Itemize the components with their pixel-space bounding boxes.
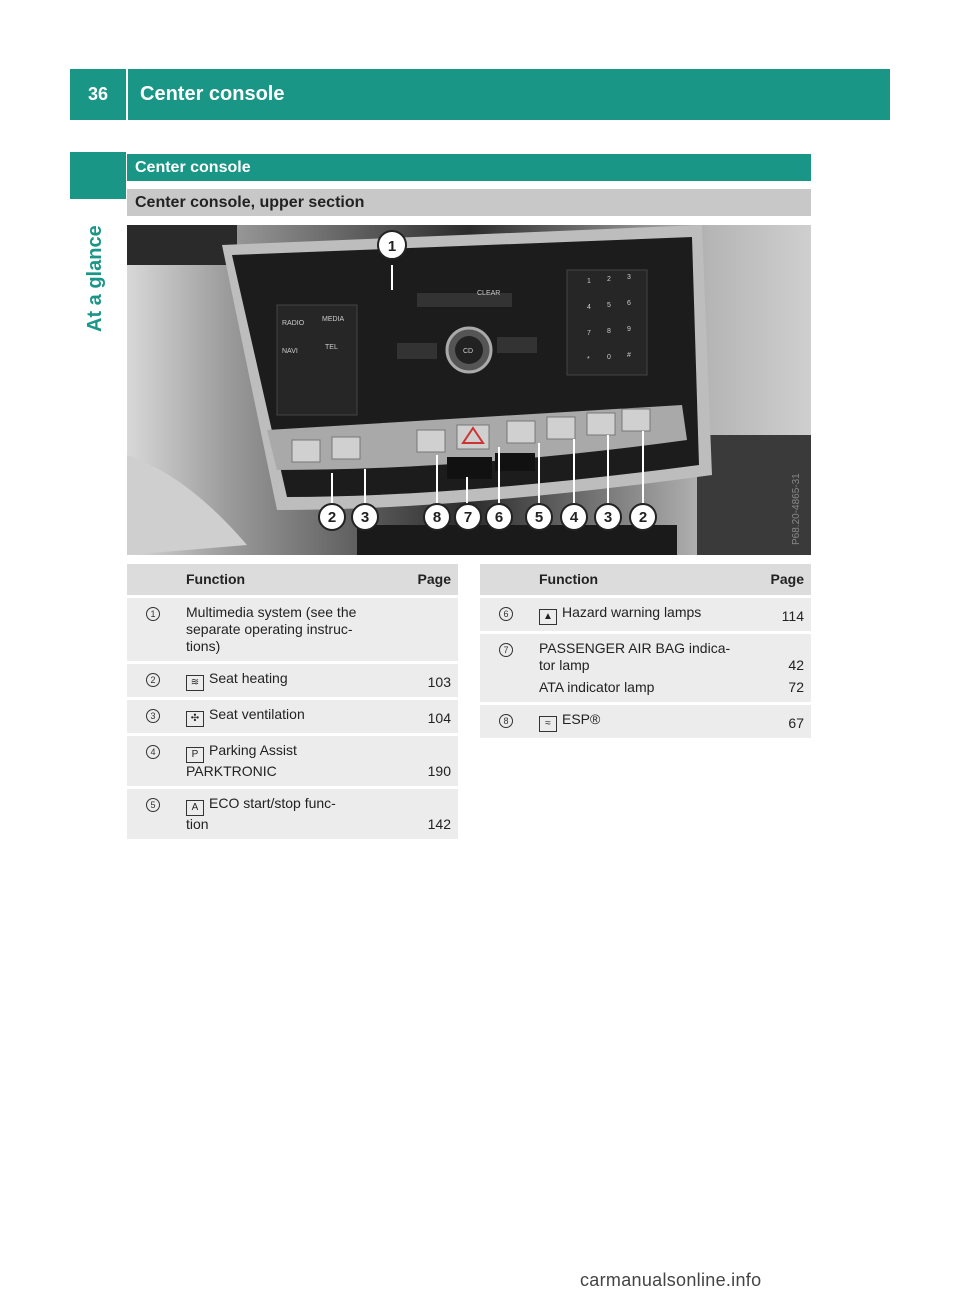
page-ref [396, 597, 458, 663]
callout-1: 1 [387, 238, 397, 255]
item-number: 5 [146, 798, 160, 812]
table-row [127, 663, 458, 699]
key-0: 0 [607, 354, 611, 361]
section-subtitle: Center console, upper section [127, 189, 811, 216]
table-header-page: Page [396, 564, 458, 597]
item-number: 6 [499, 607, 513, 621]
key-8: 8 [607, 328, 611, 335]
key-hash: # [627, 352, 631, 359]
key-6: 6 [627, 300, 631, 307]
seat-ventilation-icon: ✣ [186, 711, 204, 727]
key-9: 9 [627, 326, 631, 333]
item-number: 8 [499, 714, 513, 728]
function-text: tor lamp [539, 657, 590, 673]
callout-2a: 2 [327, 509, 337, 526]
seat-heating-icon: ≋ [186, 675, 204, 691]
table-row [127, 699, 458, 735]
function-text: PASSENGER AIR BAG indica- [539, 640, 731, 656]
callout-2b: 2 [638, 509, 648, 526]
esp-off-icon: ≈ [539, 716, 557, 732]
btn-navi: NAVI [282, 348, 298, 355]
function-text: tion [186, 816, 209, 832]
item-number: 7 [499, 643, 513, 657]
function-text: Multimedia system (see the [186, 604, 357, 620]
callout-3b: 3 [603, 509, 613, 526]
callout-3a: 3 [360, 509, 370, 526]
table-row [480, 597, 811, 633]
function-table-right [480, 564, 811, 738]
key-3: 3 [627, 274, 631, 281]
callout-7: 7 [463, 509, 473, 526]
item-number: 4 [146, 745, 160, 759]
function-text: PARKTRONIC [186, 763, 277, 779]
btn-tel: TEL [325, 344, 338, 351]
btn-cd: CD [463, 348, 474, 355]
page-ref: 42 [788, 657, 804, 673]
page-header [70, 69, 890, 120]
btn-media: MEDIA [322, 316, 345, 323]
item-number: 2 [146, 673, 160, 687]
key-2: 2 [607, 276, 611, 283]
photo-code: P68.20-4865-31 [791, 473, 802, 545]
key-star: * [587, 356, 590, 363]
side-tab-marker [70, 152, 126, 199]
watermark: carmanualsonline.info [580, 1270, 762, 1290]
page-number: 36 [70, 69, 128, 120]
item-number: 3 [146, 709, 160, 723]
side-label: At a glance [84, 225, 106, 332]
function-text: Parking Assist [209, 742, 297, 758]
page-ref: 114 [749, 597, 811, 633]
page-ref: 142 [396, 788, 458, 840]
center-console-photo [127, 225, 811, 555]
page-ref: 67 [749, 704, 811, 739]
table-row [127, 597, 458, 663]
parking-assist-icon: P [186, 747, 204, 763]
table-row [480, 633, 811, 704]
key-5: 5 [607, 302, 611, 309]
table-header-function: Function [179, 564, 396, 597]
callout-6: 6 [494, 509, 504, 526]
page-ref: 103 [396, 663, 458, 699]
page-ref: 190 [396, 735, 458, 788]
table-header-blank [127, 564, 179, 597]
key-4: 4 [587, 304, 591, 311]
key-1: 1 [587, 278, 591, 285]
callout-4: 4 [569, 509, 579, 526]
callout-8: 8 [432, 509, 442, 526]
section-title: Center console [127, 154, 811, 181]
table-header-page: Page [749, 564, 811, 597]
item-number: 1 [146, 607, 160, 621]
btn-clear: CLEAR [477, 290, 501, 297]
table-header-blank [480, 564, 532, 597]
function-text: Seat ventilation [209, 706, 305, 722]
table-row [127, 735, 458, 788]
table-row [480, 704, 811, 739]
function-text: separate operating instruc- [186, 621, 353, 637]
table-row [127, 788, 458, 840]
function-text: Hazard warning lamps [562, 604, 702, 620]
key-7: 7 [587, 330, 591, 337]
callout-5: 5 [534, 509, 544, 526]
function-text: ESP® [562, 711, 601, 727]
function-text: ATA indicator lamp [539, 679, 655, 695]
page-header-title: Center console [140, 83, 285, 105]
function-text: tions) [186, 638, 221, 654]
page-ref: 104 [396, 699, 458, 735]
hazard-warning-icon: ▲ [539, 609, 557, 625]
table-header-function: Function [532, 564, 749, 597]
function-text: ECO start/stop func- [209, 795, 336, 811]
page-ref: 72 [788, 679, 804, 695]
btn-radio: RADIO [282, 320, 305, 327]
function-table-left [127, 564, 458, 839]
eco-start-stop-icon: A [186, 800, 204, 816]
function-text: Seat heating [209, 670, 288, 686]
